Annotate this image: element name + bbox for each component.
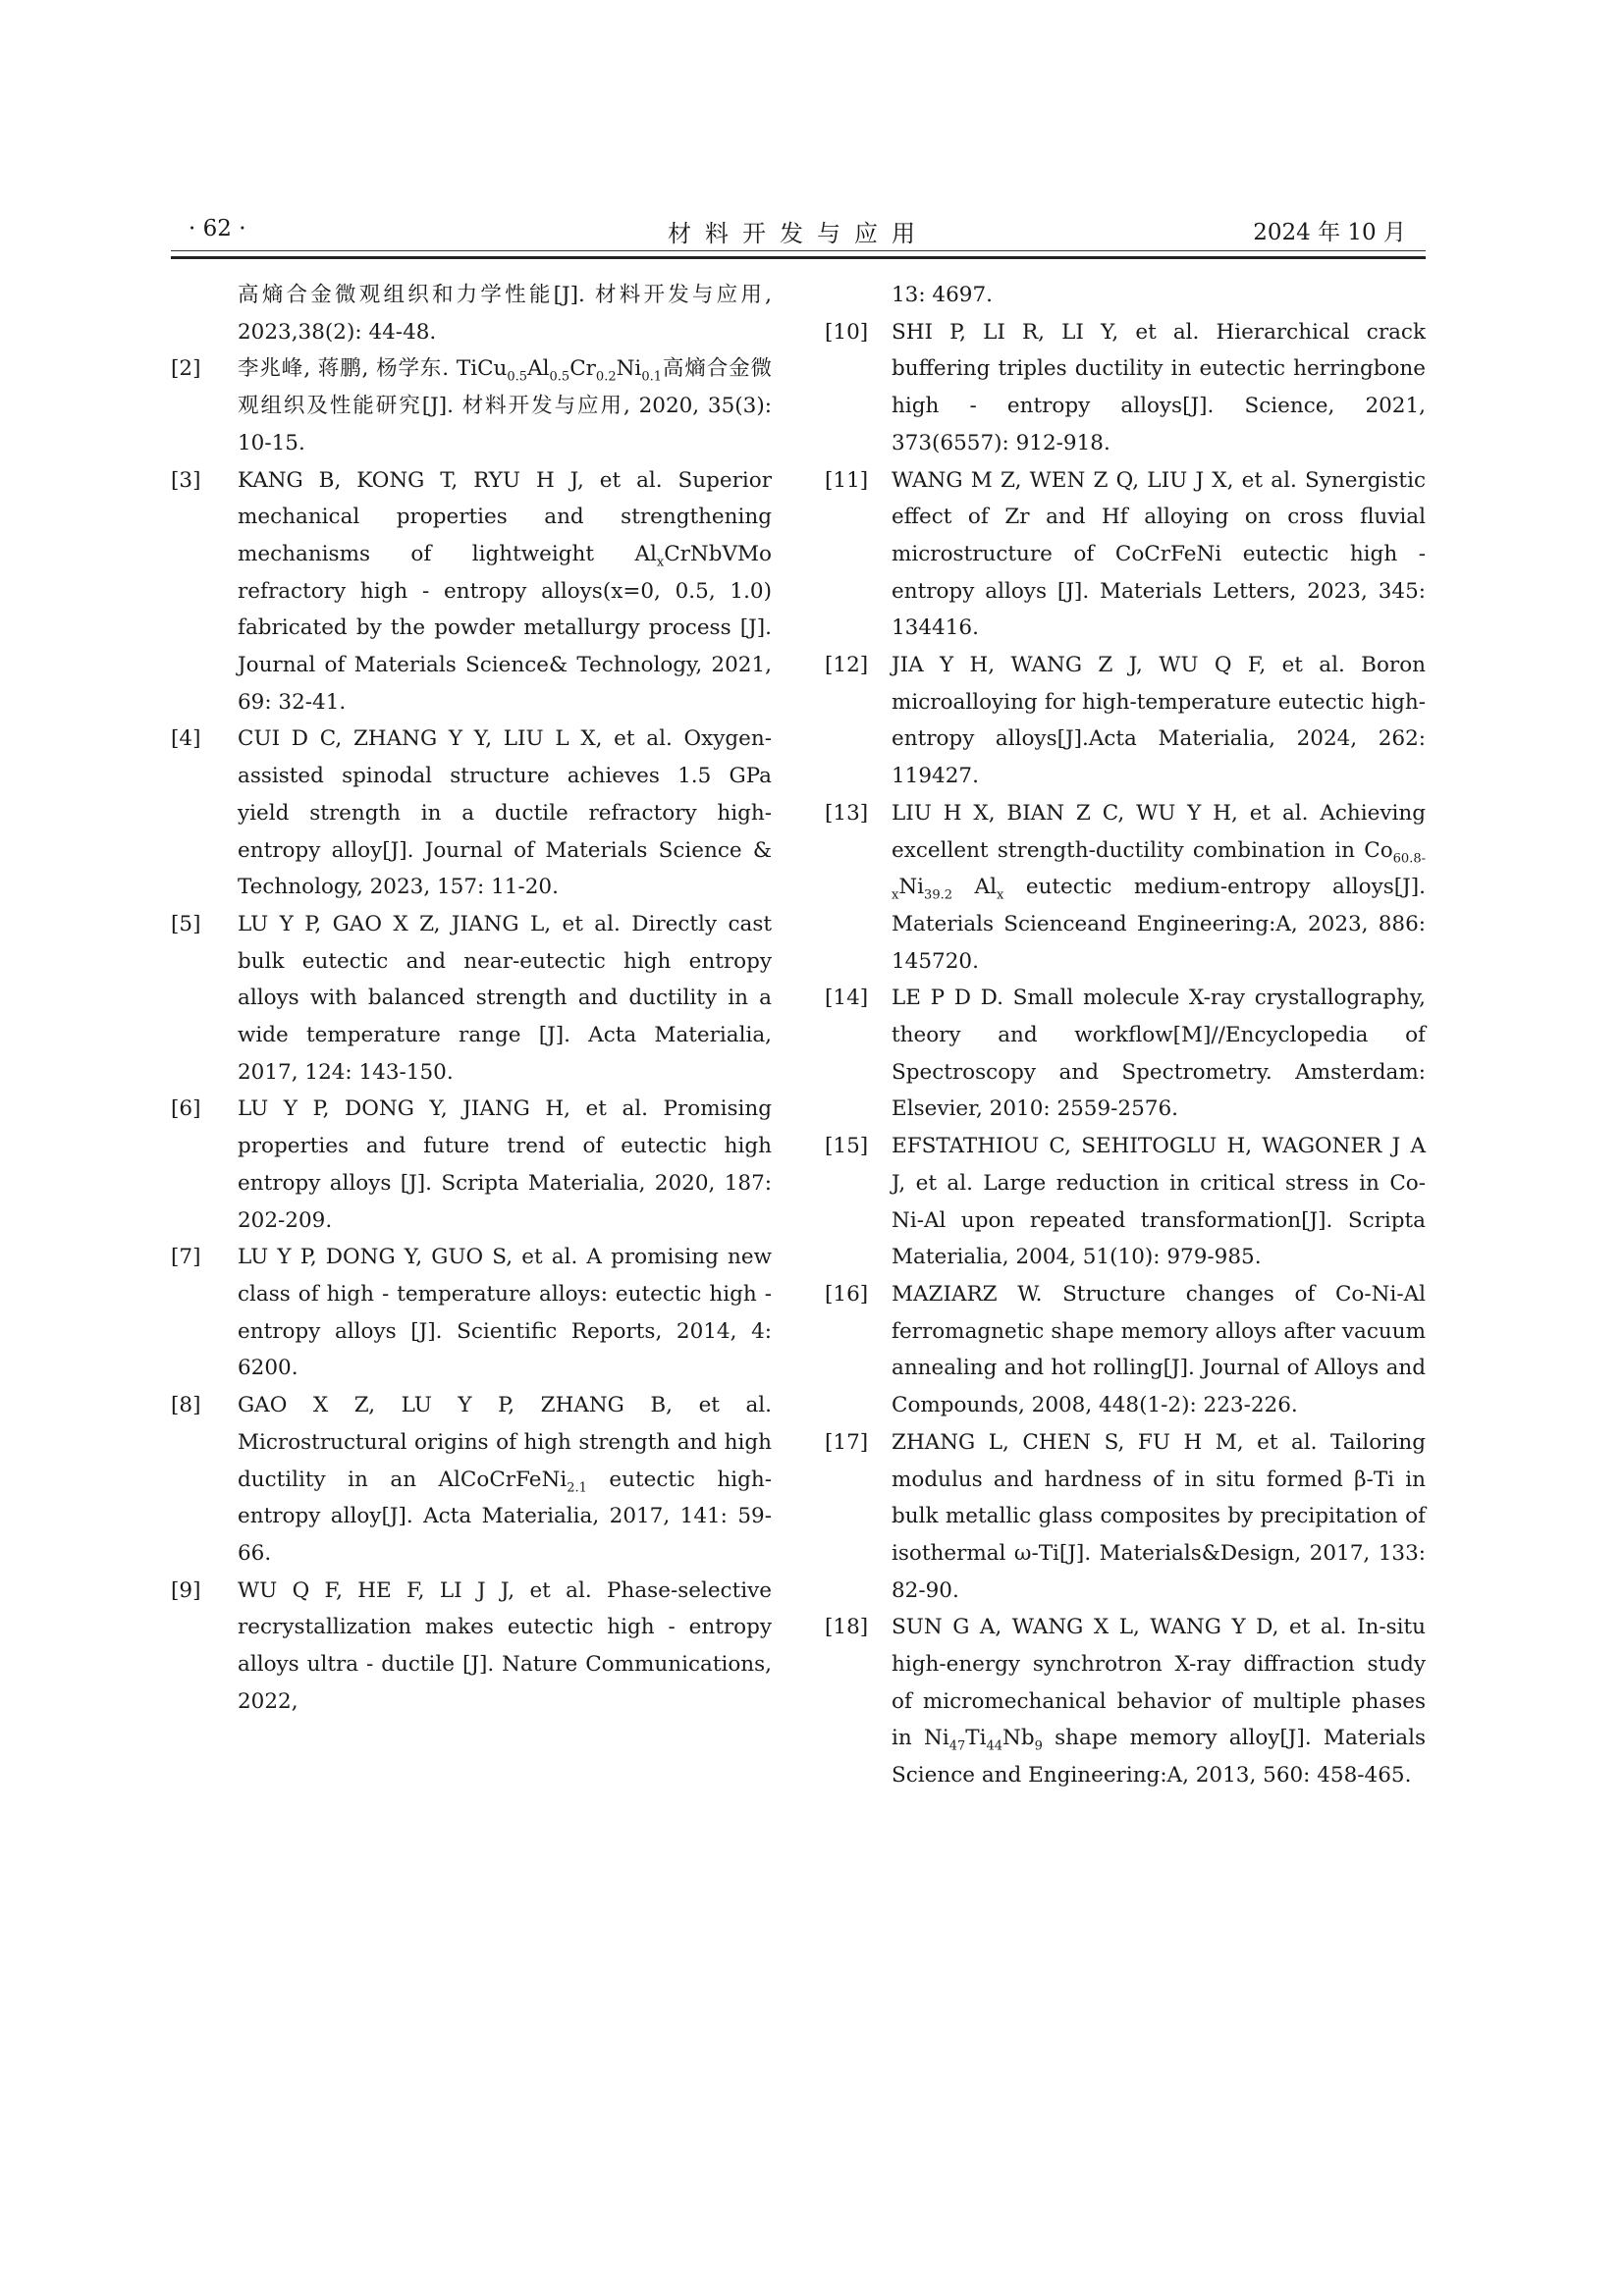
reference-number: [16] bbox=[825, 1281, 869, 1307]
reference-column-left bbox=[171, 277, 772, 1720]
reference-text: MAZIARZ W. Structure changes of Co-Ni-Al ferromagnetic shape memory alloys after vacuum annealing and hot rolling[J]. Journal of Alloys and Compounds, 2008, 448(1-2): 223-226. bbox=[892, 1281, 1426, 1418]
subscript: 2.1 bbox=[567, 1479, 587, 1495]
reference-entry bbox=[171, 277, 772, 350]
reference-number: [4] bbox=[171, 726, 201, 752]
reference-entry bbox=[171, 1573, 772, 1721]
reference-text: EFSTATHIOU C, SEHITOGLU H, WAGONER J A J, et al. Large reduction in critical stress in Co-Ni-Al upon repeated transformation[J]. Scripta Materialia, 2004, 51(10): 979-985. bbox=[892, 1134, 1426, 1270]
reference-number: [15] bbox=[825, 1134, 869, 1159]
reference-number: [3] bbox=[171, 467, 201, 493]
reference-entry bbox=[171, 721, 772, 906]
reference-number: [8] bbox=[171, 1393, 201, 1418]
text-run: SUN G A, WANG X L, WANG Y D, et al. In-situ high-energy synchrotron X-ray diffraction study of micromechanical behavior of multiple phases in Ni bbox=[892, 1615, 1426, 1751]
reference-text: LU Y P, DONG Y, GUO S, et al. A promising new class of high - temperature alloys: eutectic high - entropy alloys [J]. Scientific Reports, 2014, 4: 6200. bbox=[238, 1245, 772, 1381]
text-run: Ni bbox=[616, 356, 642, 382]
header-rule-thin bbox=[171, 250, 1426, 251]
reference-text bbox=[238, 462, 772, 721]
text-run: GAO X Z, LU Y P, ZHANG B, et al. Microstructural origins of high strength and high ductility in an AlCoCrFeNi bbox=[238, 1393, 772, 1492]
reference-number: [7] bbox=[171, 1245, 201, 1270]
reference-entry bbox=[825, 980, 1426, 1128]
subscript: 60.8-x bbox=[892, 850, 1426, 903]
text-run: Cr bbox=[569, 356, 596, 382]
header-rule-thick bbox=[171, 256, 1426, 259]
reference-entry bbox=[825, 1609, 1426, 1794]
text-run: eutectic medium-entropy alloys[J]. Materials Scienceand Engineering:A, 2023, 886: 145720. bbox=[892, 875, 1426, 974]
reference-entry bbox=[825, 1128, 1426, 1276]
reference-text: ZHANG L, CHEN S, FU H M, et al. Tailoring modulus and hardness of in situ formed β-Ti in bulk metallic glass composites by precipitation of isothermal ω-Ti[J]. Materials&Design, 2017, 133: 82-90. bbox=[892, 1429, 1426, 1603]
text-run: Ti bbox=[965, 1726, 987, 1751]
reference-number: [6] bbox=[171, 1096, 201, 1122]
reference-text bbox=[238, 1387, 772, 1573]
text-run: Ni bbox=[898, 875, 925, 900]
reference-number: [5] bbox=[171, 911, 201, 936]
reference-text bbox=[892, 795, 1426, 981]
reference-entry bbox=[171, 350, 772, 461]
reference-number: [2] bbox=[171, 356, 201, 382]
reference-entry bbox=[825, 647, 1426, 795]
reference-number: [17] bbox=[825, 1429, 869, 1455]
reference-entry bbox=[825, 462, 1426, 648]
reference-entry bbox=[825, 277, 1426, 314]
reference-text: SHI P, LI R, LI Y, et al. Hierarchical crack buffering triples ductility in eutectic herringbone high - entropy alloys[J]. Science, 2021, 373(6557): 912-918. bbox=[892, 319, 1426, 455]
text-run: CrNbVMo refractory high - entropy alloys(x=0, 0.5, 1.0) fabricated by the powder metallurgy process [J]. Journal of Materials Science& Technology, 2021, 69: 32-41. bbox=[238, 541, 772, 715]
reference-column-right bbox=[825, 277, 1426, 1794]
reference-entry bbox=[171, 1091, 772, 1239]
subscript: 0.2 bbox=[595, 369, 617, 385]
text-run: 李兆峰, 蒋鹏, 杨学东. TiCu bbox=[238, 356, 508, 382]
reference-entry bbox=[171, 1387, 772, 1573]
running-header bbox=[171, 210, 1426, 253]
subscript: x bbox=[656, 555, 665, 570]
subscript: 0.1 bbox=[641, 369, 662, 385]
reference-text: JIA Y H, WANG Z J, WU Q F, et al. Boron microalloying for high-temperature eutectic high-entropy alloys[J].Acta Materialia, 2024, 262: 119427. bbox=[892, 653, 1426, 789]
subscript: 9 bbox=[1034, 1738, 1043, 1754]
reference-number: [13] bbox=[825, 800, 869, 826]
reference-text: LE P D D. Small molecule X-ray crystallography, theory and workflow[M]//Encyclopedia of Spectroscopy and Spectrometry. Amsterdam: Elsevier, 2010: 2559-2576. bbox=[892, 986, 1426, 1122]
subscript: 0.5 bbox=[507, 369, 528, 385]
subscript: 47 bbox=[948, 1738, 966, 1754]
text-run: shape memory alloy[J]. Materials Science and Engineering:A, 2013, 560: 458-465. bbox=[892, 1726, 1427, 1789]
reference-number: [14] bbox=[825, 986, 869, 1011]
text-run: Al bbox=[527, 356, 550, 382]
reference-number: [10] bbox=[825, 319, 869, 345]
reference-text bbox=[238, 350, 772, 461]
subscript: 39.2 bbox=[924, 887, 952, 903]
issue-date: 2024 年 10 月 bbox=[1253, 220, 1406, 245]
text-run: 高熵合金微观组织及性能研究[J]. 材料开发与应用, 2020, 35(3): 10-15. bbox=[238, 356, 772, 455]
reference-text: LU Y P, DONG Y, JIANG H, et al. Promising properties and future trend of eutectic high entropy alloys [J]. Scripta Materialia, 2020, 187: 202-209. bbox=[238, 1096, 772, 1233]
reference-text: WU Q F, HE F, LI J J, et al. Phase-selective recrystallization makes eutectic high - entropy alloys ultra - ductile [J]. Nature Communications, 2022, bbox=[238, 1577, 772, 1714]
reference-text: CUI D C, ZHANG Y Y, LIU L X, et al. Oxygen-assisted spinodal structure achieves 1.5 GPa yield strength in a ductile refractory high-entropy alloy[J]. Journal of Materials Science & Technology, 2023, 157: 11-20. bbox=[238, 726, 772, 900]
reference-entry bbox=[825, 795, 1426, 981]
page-number: · 62 · bbox=[189, 216, 246, 241]
reference-text: WANG M Z, WEN Z Q, LIU J X, et al. Synergistic effect of Zr and Hf alloying on cross fluvial microstructure of CoCrFeNi eutectic high - entropy alloys [J]. Materials Letters, 2023, 345: 134416. bbox=[892, 467, 1426, 641]
subscript: 44 bbox=[986, 1738, 1003, 1754]
journal-title: 材料开发与应用 bbox=[668, 220, 929, 247]
reference-text bbox=[892, 1609, 1426, 1794]
reference-text: 高熵合金微观组织和力学性能[J]. 材料开发与应用, 2023,38(2): 44-48. bbox=[238, 283, 772, 345]
text-run: Al bbox=[952, 875, 997, 900]
subscript: x bbox=[996, 887, 1004, 903]
subscript: 0.5 bbox=[549, 369, 570, 385]
text-run: KANG B, KONG T, RYU H J, et al. Superior mechanical properties and strengthening mechanisms of lightweight Al bbox=[238, 467, 772, 566]
reference-number: [18] bbox=[825, 1615, 869, 1640]
reference-entry bbox=[171, 906, 772, 1092]
text-run: eutectic high-entropy alloy[J]. Acta Materialia, 2017, 141: 59-66. bbox=[238, 1467, 772, 1566]
reference-entry bbox=[825, 314, 1426, 462]
reference-entry bbox=[171, 1239, 772, 1387]
reference-text: 13: 4697. bbox=[892, 283, 993, 307]
text-run: LIU H X, BIAN Z C, WU Y H, et al. Achieving excellent strength-ductility combination in Co bbox=[892, 800, 1426, 863]
reference-number: [11] bbox=[825, 467, 869, 493]
reference-entry bbox=[825, 1276, 1426, 1424]
reference-entry bbox=[171, 462, 772, 721]
reference-number: [12] bbox=[825, 653, 869, 678]
reference-number: [9] bbox=[171, 1577, 201, 1603]
reference-text: LU Y P, GAO X Z, JIANG L, et al. Directly cast bulk eutectic and near-eutectic high entropy alloys with balanced strength and ductility in a wide temperature range [J]. Acta Materialia, 2017, 124: 143-150. bbox=[238, 911, 772, 1085]
text-run: Nb bbox=[1002, 1726, 1035, 1751]
reference-entry bbox=[825, 1424, 1426, 1610]
